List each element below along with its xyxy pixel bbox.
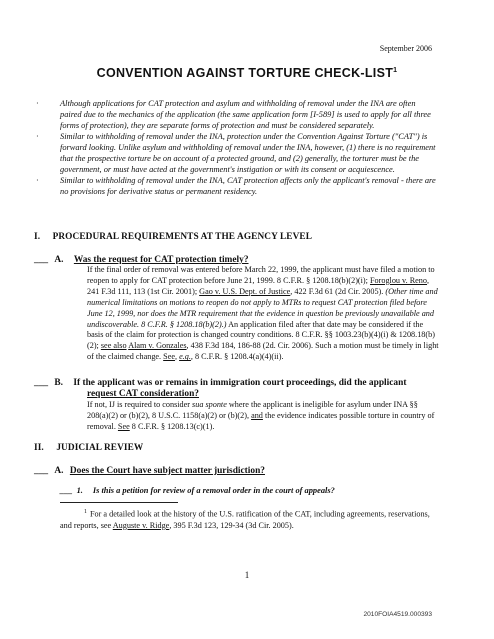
item-b-question [34, 378, 406, 388]
body-text-run: , 438 F.3d 184, 186-88 (2d. Cir. 2006). Such a motion must be timely in light of the claimed change. [87, 341, 439, 362]
title-footnote-mark: 1 [393, 66, 398, 74]
bullet-marker: · [36, 176, 39, 185]
bullet-text: Although applications for CAT protection and asylum and withholding of removal under the INA are often paired due to the mechanics of the application (the same application form [I-589] is used to apply for all three forms of protection), they are separate forms of protection and must be considered separately. [60, 99, 431, 130]
bullet-text: Similar to withholding of removal under the INA, CAT protection affects only the applicant's removal - there are no provisions for derivative status or permanent residency. [60, 176, 436, 196]
body-text-run: where the applicant is ineligible for asylum under INA §§ 208(a)(2) or (b)(2), 8 U.S.C. 1158(a)(2) or (b)(2), [87, 400, 418, 420]
item-question-text: Was the request for CAT protection timely? [73, 255, 249, 265]
body-text-run: the evidence indicates possible torture in country of removal. [87, 410, 435, 431]
case-citation: Foroglou v. Reno [369, 275, 427, 285]
bates-stamp: 2010FOIA4519.000393 [363, 611, 432, 618]
title-text: CONVENTION AGAINST TORTURE CHECK-LIST [96, 66, 394, 80]
document-date: September 2006 [379, 44, 432, 53]
section-numeral: II. [34, 443, 44, 453]
signal-see: See [117, 421, 130, 431]
body-text-run: If not, IJ is required to consider [87, 400, 193, 409]
italic-term: sua sponte [192, 400, 227, 409]
emphasis-and: and [251, 410, 263, 420]
checkbox-blank[interactable]: ___ [34, 378, 49, 388]
item-letter: A. [54, 466, 64, 476]
section-title: PROCEDURAL REQUIREMENTS AT THE AGENCY LEVEL [52, 232, 313, 242]
item-letter: B. [54, 378, 64, 388]
item-iia1-question [60, 486, 335, 495]
body-text-run: If the final order of removal was entered before March 22, 1999, the applicant must have filed a motion to reopen to apply for CAT protection before June 21, 1999. 8 C.F.R. § 1208.18(b)(2)(i); [87, 265, 435, 285]
bullet-item [36, 175, 438, 197]
document-title [0, 66, 494, 80]
case-citation: Alam v. Gonzales [128, 341, 187, 351]
italic-note: (Other time and numerical limitations on motions to reopen do not apply to MTRs to request CAT protection filed before June 12, 1999, nor does the MTR requirement that the evidence in question be previously unavailable and undiscoverable. 8 C.F.R. § 1208.18(b)(2).) [87, 286, 438, 329]
body-text-run: An application filed after that date may be considered if the basis of the claim for protection is changed country conditions. 8 C.F.R. §§ 1003.23(b)(4)(i) & 1208.18(b)(2); [87, 319, 435, 351]
item-a-body: If the final order of removal was entered before March 22, 1999, the applicant must have filed a motion to reopen to apply for CAT protection before June 21, 1999. 8 C.F.R. § 1208.18(b)(2)(i); Foroglou v. Reno, 241 F.3d 111, 113 (1st Cir. 2001); Gao v. U.S. Dept. of Justice, 422 F.3d 61 (2d Cir. 2005). (Other time and numerical limitations on motions to reopen do not apply to MTRs to request CAT protection filed before June 12, 1999, nor does the MTR requirement that the evidence in question be previously unavailable and undiscoverable. 8 C.F.R. § 1208.18(b)(2).) An application filed after that date may be considered if the basis of the claim for protection is changed country conditions. 8 C.F.R. §§ 1003.23(b)(4)(i) & 1208.18(b)(2); see also Alam v. Gonzales, 438 F.3d 184, 186-88 (2d. Cir. 2006). Such a motion must be timely in light of the claimed change. See, e.g., 8 C.F.R. § 1208.4(a)(4)(ii). [87, 265, 439, 362]
bullet-marker: · [36, 132, 39, 141]
footnote-divider [60, 502, 178, 503]
signal-eg: e.g. [179, 352, 191, 362]
bullet-marker: · [36, 99, 39, 108]
footnote-text: , 395 F.3d 123, 129-34 (3d Cir. 2005). [169, 520, 294, 530]
signal-see: See [163, 352, 175, 362]
item-iia-question [34, 466, 265, 476]
item-question-line1: If the applicant was or remains in immigration court proceedings, did the applicant [73, 378, 407, 388]
checkbox-blank[interactable]: ___ [60, 486, 73, 495]
section-1-heading [34, 232, 312, 242]
footnote-mark: 1 [84, 509, 87, 515]
item-question-text: Is this a petition for review of a removal order in the court of appeals? [92, 486, 335, 495]
footnote [60, 507, 438, 531]
section-numeral: I. [34, 232, 41, 242]
bullet-text: Similar to withholding of removal under the INA, protection under the Convention Against Torture ("CAT") is forward looking. Unlike asylum and withholding of removal under the INA, however, (1) there is no requirement that the prospective torture be on account of a protected ground, and (2) generally, the torturer must be the government, or must have acted at the government's instigation or with its consent or acquiescence. [60, 132, 436, 174]
body-text-run: , 422 F.3d 61 (2d Cir. 2005). [290, 286, 386, 296]
item-numeral: 1. [76, 486, 83, 495]
bullet-item [36, 131, 438, 175]
item-letter: A. [54, 255, 64, 265]
signal-see-also: see also [100, 341, 127, 351]
case-citation: Gao v. U.S. Dept. of Justice [199, 286, 291, 296]
item-question-text: Does the Court have subject matter jurisdiction? [69, 466, 265, 476]
item-b-question-line2 [87, 389, 199, 399]
item-a-question [34, 255, 249, 265]
page-number: 1 [244, 570, 250, 580]
section-2-heading [34, 443, 143, 453]
checkbox-blank[interactable]: ___ [34, 466, 49, 476]
item-question-line2: request CAT consideration? [87, 389, 199, 399]
case-citation: Auguste v. Ridge [112, 520, 170, 530]
section-title: JUDICIAL REVIEW [56, 443, 144, 453]
body-text-run: , 241 F.3d 111, 113 (1st Cir. 2001); [87, 275, 430, 296]
bullet-item [36, 98, 438, 131]
checkbox-blank[interactable]: ___ [34, 255, 49, 265]
body-text-run: , 8 C.F.R. § 1208.4(a)(4)(ii). [190, 352, 284, 362]
item-b-body [87, 400, 439, 433]
body-text-run: 8 C.F.R. § 1208.13(c)(1). [129, 421, 215, 431]
footnote-text: For a detailed look at the history of the U.S. ratification of the CAT, including agreements, reservations, and reports, see [60, 509, 430, 530]
intro-bullets [36, 98, 438, 197]
